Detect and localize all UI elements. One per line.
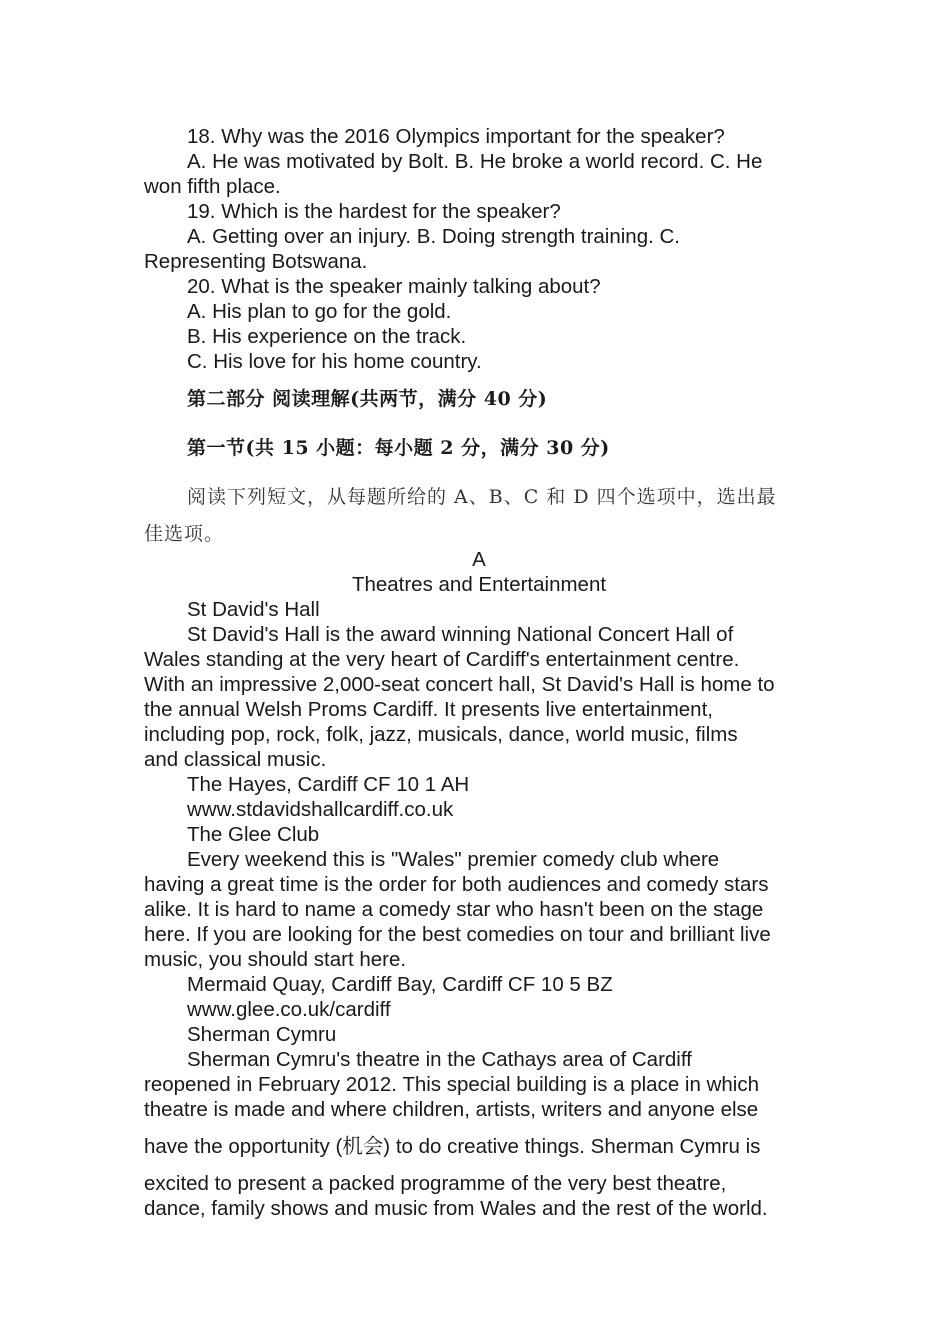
instruction-text: 阅读下列短文，从每题所给的 A、B、C 和 D 四个选项中，选出最 [187,486,777,508]
venue-description: here. If you are looking for the best comedies on tour and brilliant live [144,923,771,946]
venue-website: www.stdavidshallcardiff.co.uk [187,798,454,821]
venue-description: Wales standing at the very heart of Cardiff's entertainment centre. [144,648,740,671]
venue-description: the annual Welsh Proms Cardiff. It presents live entertainment, [144,698,713,721]
venue-description: Sherman Cymru's theatre in the Cathays area of Cardiff [187,1048,692,1071]
part-heading: 第二部分 阅读理解(共两节，满分 40 分) [187,388,548,410]
question-20-option-c: C. His love for his home country. [187,350,482,373]
venue-description: dance, family shows and music from Wales and the rest of the world. [144,1197,768,1220]
venue-description: St David's Hall is the award winning National Concert Hall of [187,623,734,646]
instruction-text-continued: 佳选项。 [144,523,225,545]
venue-description: With an impressive 2,000-seat concert hall, St David's Hall is home to [144,673,775,696]
venue-description: reopened in February 2012. This special building is a place in which [144,1073,759,1096]
venue-address: Mermaid Quay, Cardiff Bay, Cardiff CF 10 5 BZ [187,973,613,996]
question-18-options-continued: won fifth place. [144,175,281,198]
venue-name: Sherman Cymru [187,1023,337,1046]
question-20-option-a: A. His plan to go for the gold. [187,300,452,323]
question-19-options: A. Getting over an injury. B. Doing strength training. C. [187,225,681,248]
question-18-options: A. He was motivated by Bolt. B. He broke a world record. C. He [187,150,763,173]
passage-title: Theatres and Entertainment [351,573,607,596]
venue-website: www.glee.co.uk/cardiff [187,998,391,1021]
venue-description: Every weekend this is "Wales" premier comedy club where [187,848,720,871]
page-content [144,124,814,1221]
sub-heading: 第一节(共 15 小题：每小题 2 分，满分 30 分) [187,437,610,459]
venue-description: alike. It is hard to name a comedy star who hasn't been on the stage [144,898,764,921]
venue-description: including pop, rock, folk, jazz, musicals, dance, world music, films [144,723,738,746]
venue-description: excited to present a packed programme of the very best theatre, [144,1172,727,1195]
venue-description: and classical music. [144,748,327,771]
venue-description: having a great time is the order for both audiences and comedy stars [144,873,769,896]
question-19-options-continued: Representing Botswana. [144,250,368,273]
venue-address: The Hayes, Cardiff CF 10 1 AH [187,773,470,796]
venue-description: music, you should start here. [144,948,407,971]
question-19-stem: 19. Which is the hardest for the speaker? [187,200,561,223]
question-20-stem: 20. What is the speaker mainly talking about? [187,275,601,298]
venue-name: St David's Hall [187,598,320,621]
passage-letter: A [472,548,486,571]
question-20-option-b: B. His experience on the track. [187,325,467,348]
venue-name: The Glee Club [187,823,320,846]
question-18-stem: 18. Why was the 2016 Olympics important for the speaker? [187,125,725,148]
venue-description: have the opportunity (机会) to do creative things. Sherman Cymru is [144,1135,761,1158]
venue-description: theatre is made and where children, artists, writers and anyone else [144,1098,759,1121]
